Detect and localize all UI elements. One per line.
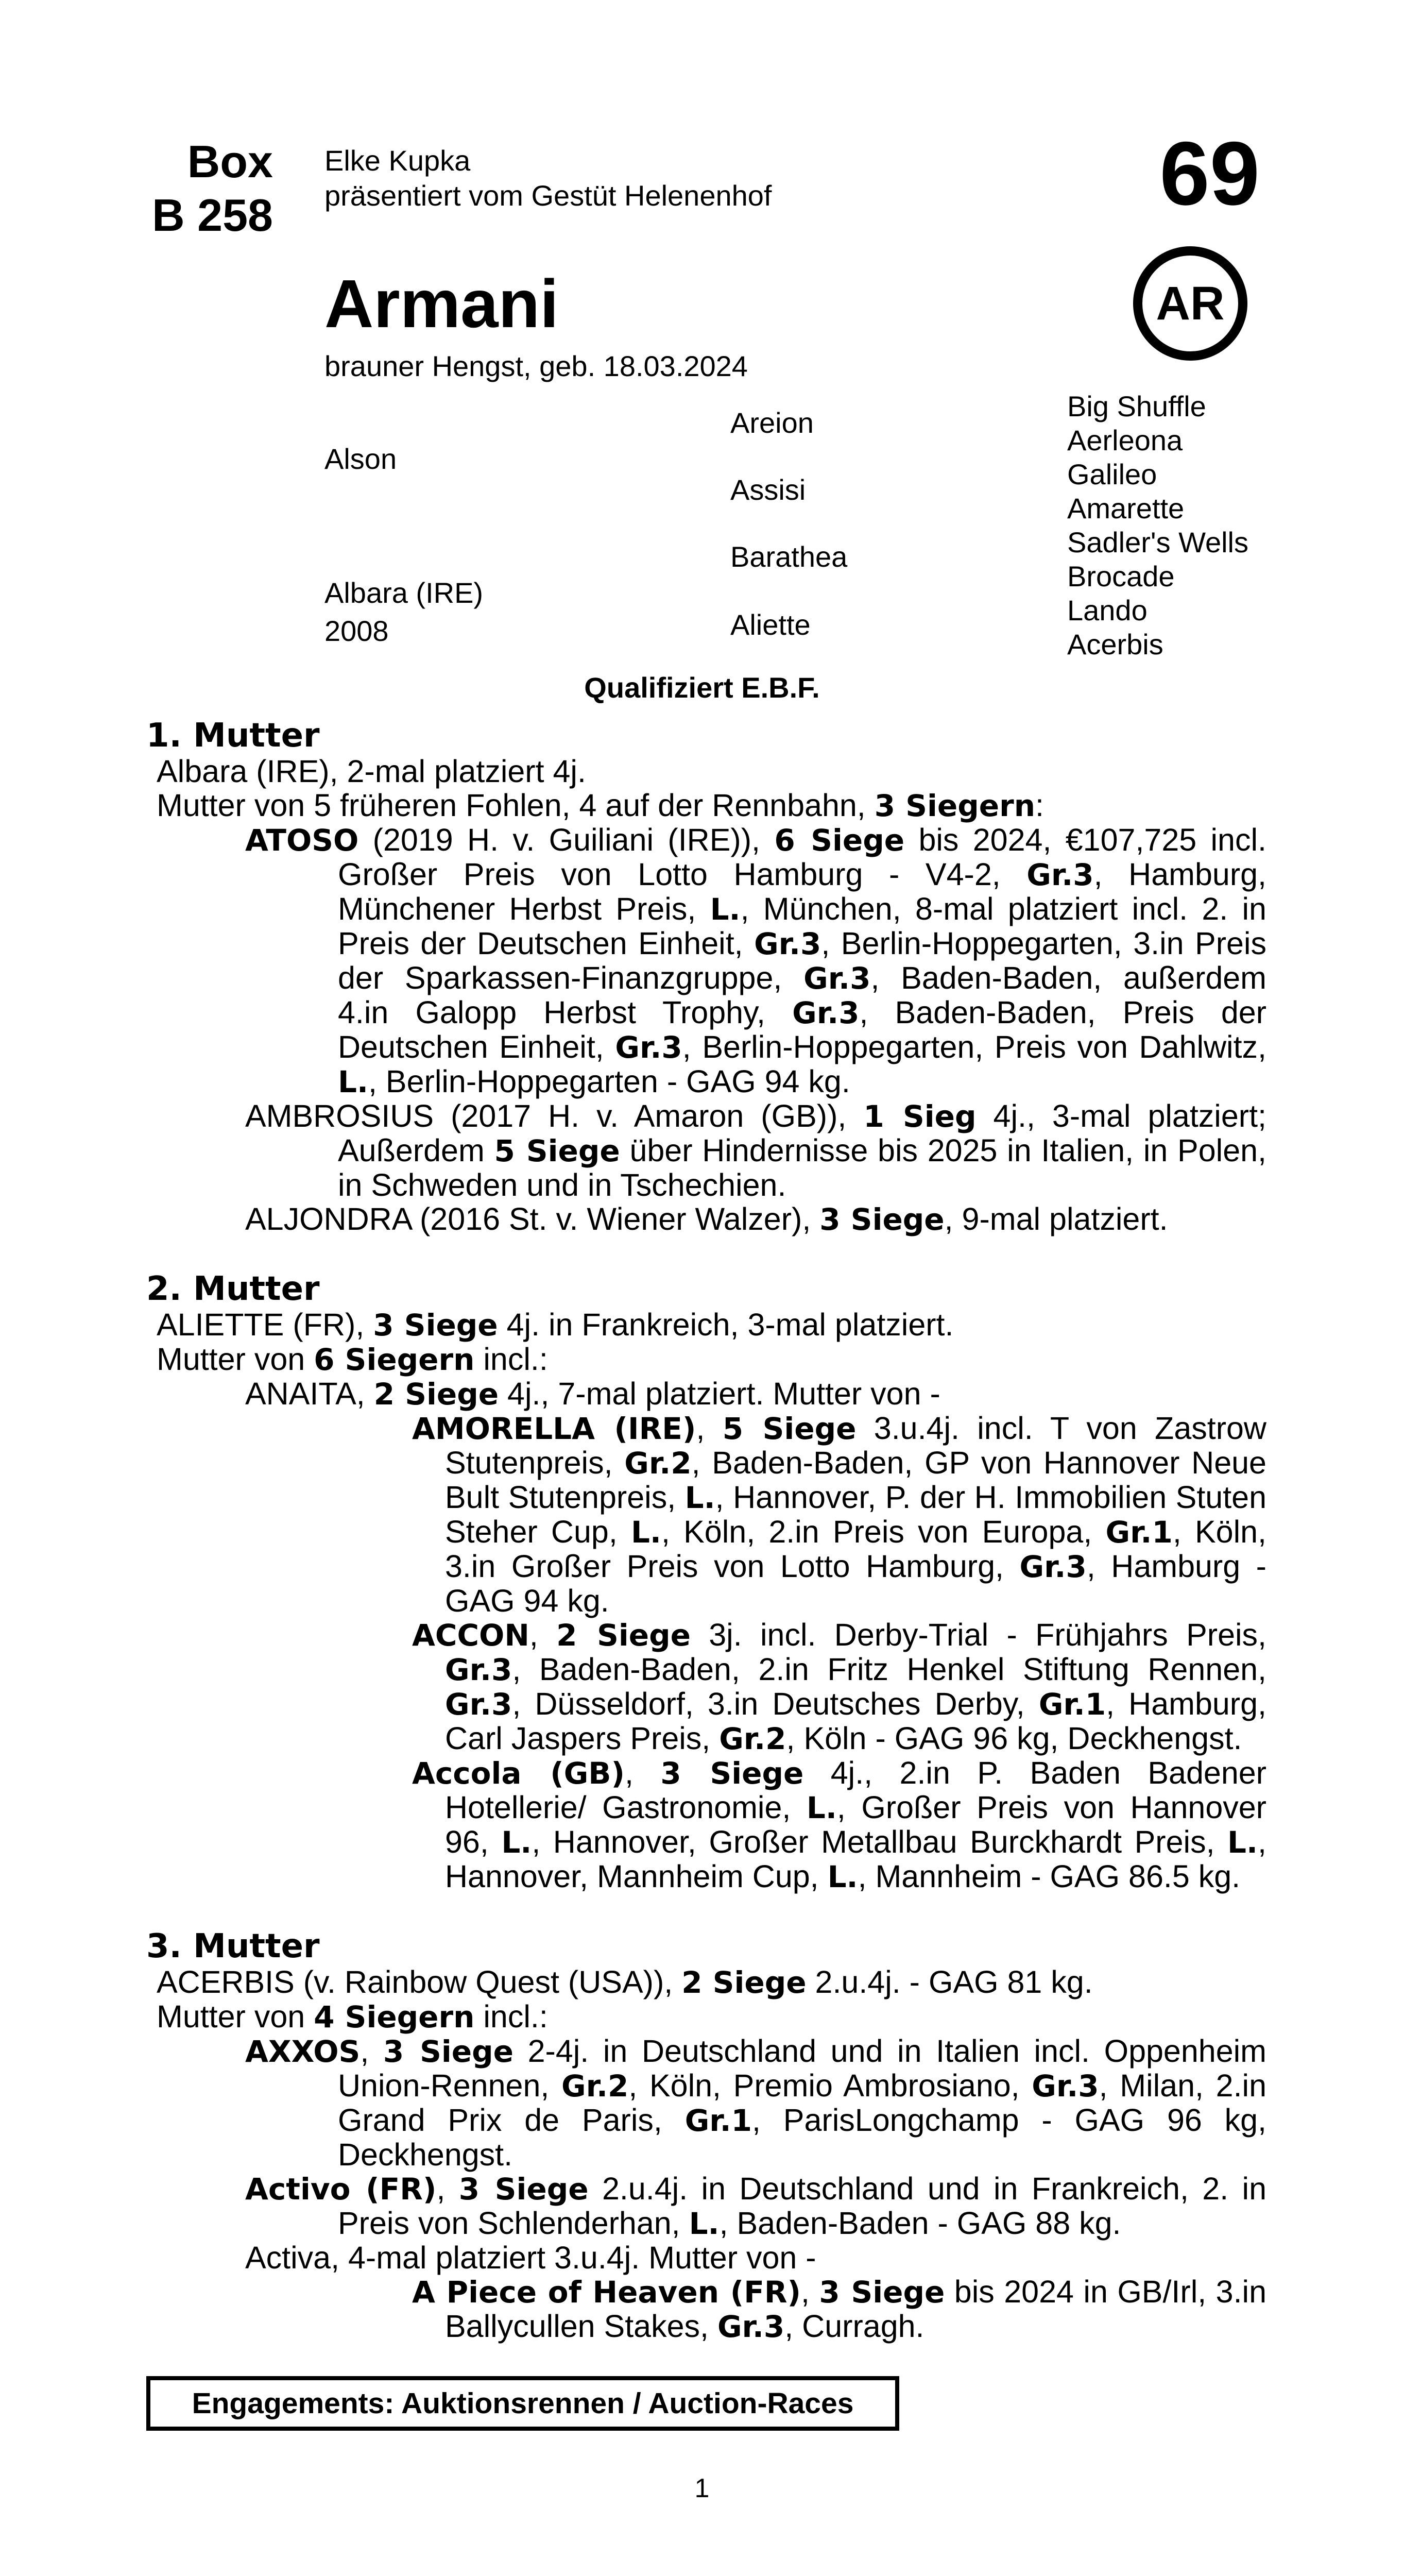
progeny-a-piece-of-heaven: A Piece of Heaven (FR), 3 Siege bis 2024 in GB/Irl, 3.in Ballycullen Stakes, Gr.3, Curragh. xyxy=(412,2274,1267,2344)
pedigree-ggp: Big Shuffle xyxy=(1067,390,1206,422)
first-dam-produce-line: Mutter von 5 früheren Fohlen, 4 auf der Rennbahn, 3 Siegern: xyxy=(157,788,1044,823)
horse-name: Armani xyxy=(324,266,559,342)
progeny-atoso: ATOSO (2019 H. v. Guiliani (IRE)), 6 Siege bis 2024, €107,725 incl. Großer Preis von Lotto Hamburg - V4-2, Gr.3, Hamburg, Münchener Herbst Preis, L., München, 8-mal platziert incl. 2. in Preis der Deutschen Einheit, Gr.3, Berlin-Hoppegarten, 3.in Preis der Sparkassen-Finanzgruppe, Gr.3, Baden-Baden, außerdem 4.in Galopp Herbst Trophy, Gr.3, Baden-Baden, Preis der Deutschen Einheit, Gr.3, Berlin-Hoppegarten, Preis von Dahlwitz, L., Berlin-Hoppegarten - GAG 94 kg. xyxy=(245,822,1267,1099)
progeny-accon: ACCON, 2 Siege 3j. incl. Derby-Trial - Frühjahrs Preis, Gr.3, Baden-Baden, 2.in Fritz Henkel Stiftung Rennen, Gr.3, Düsseldorf, 3.in Deutsches Derby, Gr.1, Hamburg, Carl Jaspers Preis, Gr.2, Köln - GAG 96 kg, Deckhengst. xyxy=(412,1617,1266,1756)
qualified-ebf: Qualifiziert E.B.F. xyxy=(584,671,820,704)
pedigree-grandparent: Assisi xyxy=(730,473,806,506)
engagements-box: Engagements: Auktionsrennen / Auction-Races xyxy=(146,2376,899,2431)
pedigree-great-grandparents xyxy=(1067,389,1248,662)
progeny-activa: Activa, 4-mal platziert 3.u.4j. Mutter von - xyxy=(245,2240,816,2275)
progeny-accola: Accola (GB), 3 Siege 4j., 2.in P. Baden Badener Hotellerie/ Gastronomie, L., Großer Preis von Hannover 96, L., Hannover, Großer Metallbau Burckhardt Preis, L., Hannover, Mannheim Cup, L., Mannheim - GAG 86.5 kg. xyxy=(412,1755,1266,1894)
produce-record xyxy=(146,717,1266,2344)
pedigree-ggp: Acerbis xyxy=(1067,628,1163,660)
ar-badge-text: AR xyxy=(1156,277,1225,330)
third-dam-line: ACERBIS (v. Rainbow Quest (USA)), 2 Siege 2.u.4j. - GAG 81 kg. xyxy=(157,1964,1093,2000)
third-dam-heading: 3. Mutter xyxy=(146,1927,320,1965)
pedigree-sire: Alson xyxy=(324,443,397,475)
progeny-axxos: AXXOS, 3 Siege 2-4j. in Deutschland und in Italien incl. Oppenheim Union-Rennen, Gr.2, Köln, Premio Ambrosiano, Gr.3, Milan, 2.in Grand Prix de Paris, Gr.1, ParisLongchamp - GAG 96 kg, Deckhengst. xyxy=(245,2033,1267,2172)
progeny-anaita: ANAITA, 2 Siege 4j., 7-mal platziert. Mutter von - xyxy=(245,1376,940,1412)
box-word: Box xyxy=(187,136,273,187)
pedigree-grandparent: Aliette xyxy=(730,608,811,641)
progeny-activo: Activo (FR), 3 Siege 2.u.4j. in Deutschland und in Frankreich, 2. in Preis von Schlenderhan, L., Baden-Baden - GAG 88 kg. xyxy=(245,2171,1267,2241)
pedigree-dam: Albara (IRE) xyxy=(324,577,484,609)
first-dam-line: Albara (IRE), 2-mal platziert 4j. xyxy=(157,754,586,789)
box-label xyxy=(136,135,273,242)
pedigree-ggp: Amarette xyxy=(1067,492,1185,524)
consignor-name: Elke Kupka xyxy=(324,144,471,177)
pedigree-ggp: Galileo xyxy=(1067,458,1157,490)
pedigree-grandparent: Barathea xyxy=(730,540,848,573)
lot-number: 69 xyxy=(1159,124,1260,224)
box-number: B 258 xyxy=(152,190,273,241)
pedigree-ggp: Aerleona xyxy=(1067,424,1183,456)
pedigree-dam-year: 2008 xyxy=(324,615,389,647)
progeny-amorella: AMORELLA (IRE), 5 Siege 3.u.4j. incl. T von Zastrow Stutenpreis, Gr.2, Baden-Baden, GP von Hannover Neue Bult Stutenpreis, L., Hannover, P. der H. Immobilien Stuten Steher Cup, L., Köln, 2.in Preis von Europa, Gr.1, Köln, 3.in Großer Preis von Lotto Hamburg, Gr.3, Hamburg - GAG 94 kg. xyxy=(412,1411,1267,1618)
second-dam-line: ALIETTE (FR), 3 Siege 4j. in Frankreich, 3-mal platziert. xyxy=(157,1307,954,1343)
ar-badge xyxy=(1133,246,1247,361)
pedigree-grandparent: Areion xyxy=(730,406,814,439)
progeny-ambrosius: AMBROSIUS (2017 H. v. Amaron (GB)), 1 Sieg 4j., 3-mal platziert; Außerdem 5 Siege über Hindernisse bis 2025 in Italien, in Polen, in Schweden und in Tschechien. xyxy=(245,1098,1266,1202)
pedigree-ggp: Brocade xyxy=(1067,560,1175,592)
second-dam-heading: 2. Mutter xyxy=(146,1270,320,1308)
consignor xyxy=(324,143,772,213)
third-dam-produce-line: Mutter von 4 Siegern incl.: xyxy=(157,1999,548,2035)
pedigree-ggp: Sadler's Wells xyxy=(1067,526,1248,558)
pedigree-ggp: Lando xyxy=(1067,594,1148,626)
page-number: 1 xyxy=(694,2473,710,2503)
consignor-presented-by: präsentiert vom Gestüt Helenenhof xyxy=(324,179,772,212)
first-dam-heading: 1. Mutter xyxy=(146,717,320,755)
progeny-aljondra: ALJONDRA (2016 St. v. Wiener Walzer), 3 Siege, 9-mal platziert. xyxy=(245,1201,1168,1237)
second-dam-produce-line: Mutter von 6 Siegern incl.: xyxy=(157,1342,548,1377)
horse-description: brauner Hengst, geb. 18.03.2024 xyxy=(324,350,748,382)
